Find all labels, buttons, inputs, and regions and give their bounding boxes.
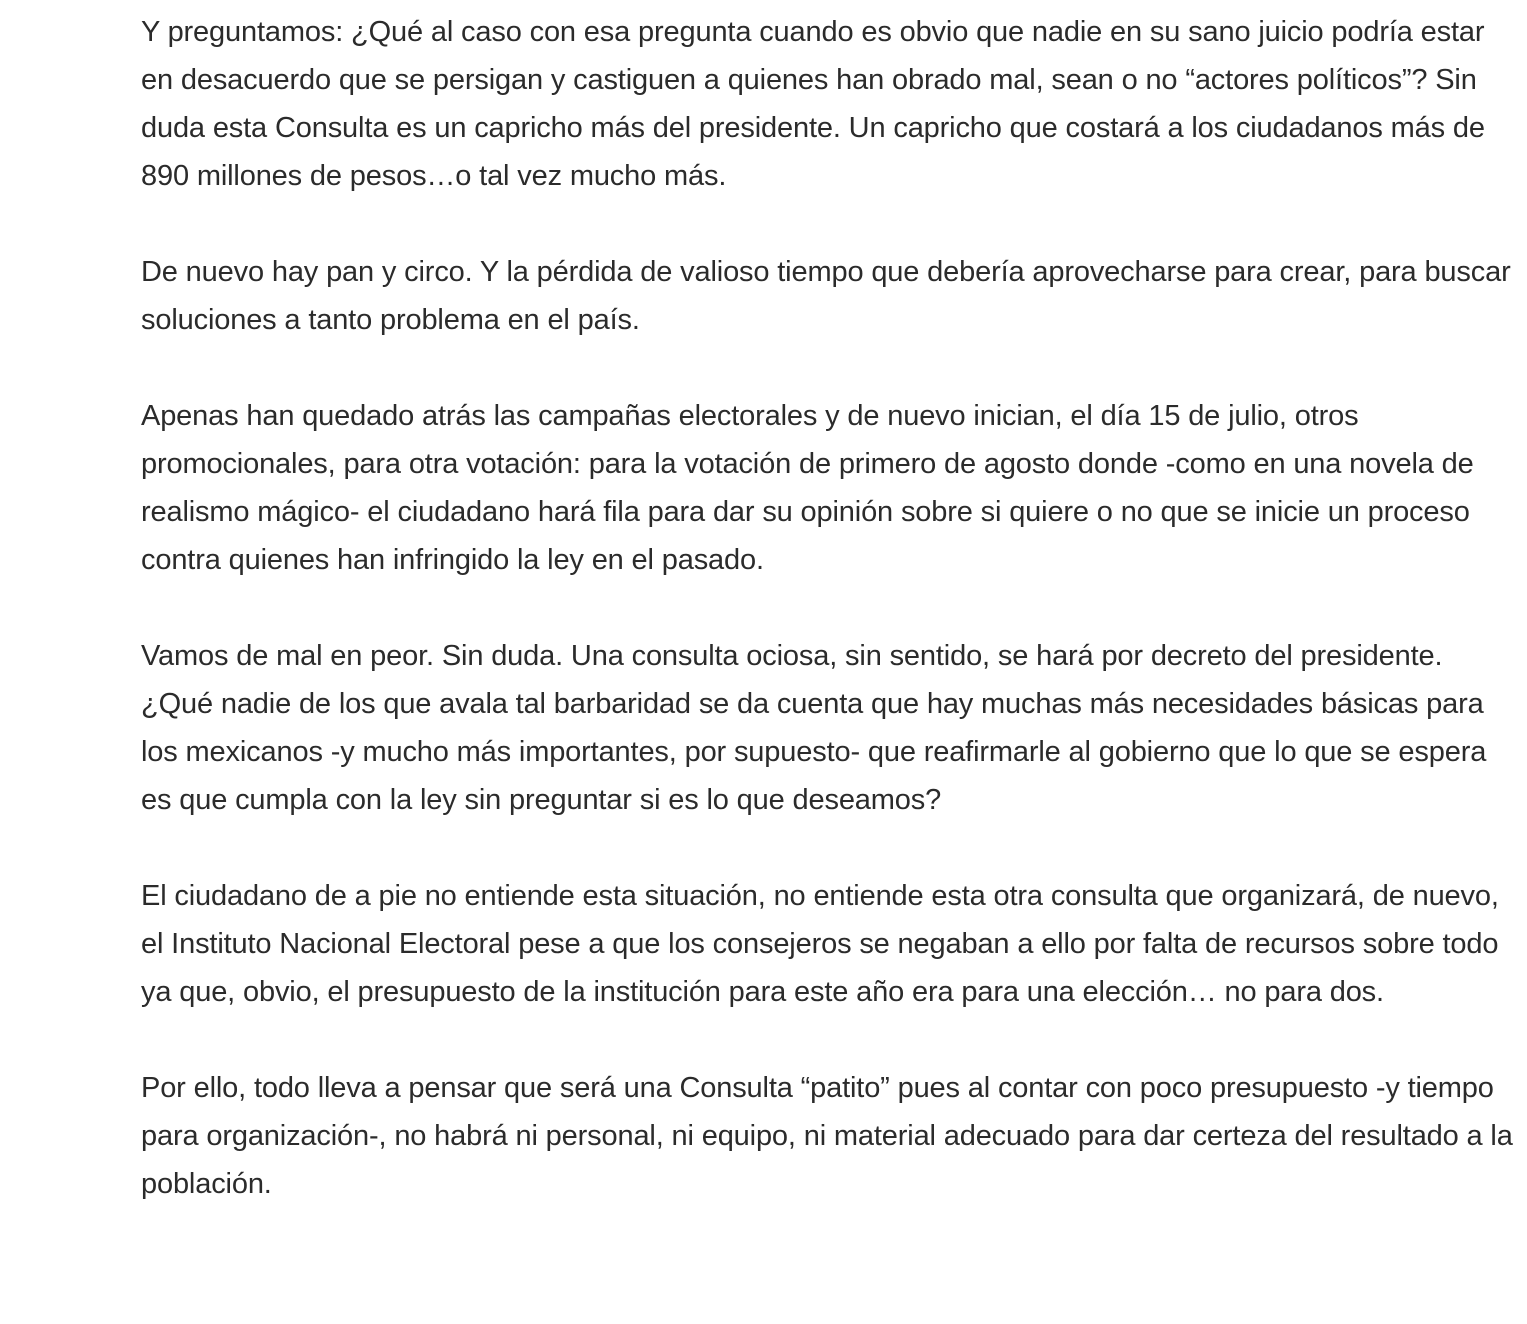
paragraph-5: El ciudadano de a pie no entiende esta situación, no entiende esta otra consulta que organizará, de nuevo, el Instituto Nacional Electoral pese a que los consejeros se negaban a ello por falta de recursos sobre todo ya que, obvio, el presupuesto de la institución para este año era para una elección… no para dos. bbox=[141, 880, 1499, 1008]
article-body bbox=[141, 8, 1519, 1208]
paragraph-4: Vamos de mal en peor. Sin duda. Una consulta ociosa, sin sentido, se hará por decreto del presidente. ¿Qué nadie de los que avala tal barbaridad se da cuenta que hay muchas más necesidades básicas para los mexicanos -y mucho más importantes, por supuesto- que reafirmarle al gobierno que lo que se espera es que cumpla con la ley sin preguntar si es lo que deseamos? bbox=[141, 640, 1487, 816]
paragraph-3: Apenas han quedado atrás las campañas electorales y de nuevo inician, el día 15 de julio, otros promocionales, para otra votación: para la votación de primero de agosto donde -como en una novela de realismo mágico- el ciudadano hará fila para dar su opinión sobre si quiere o no que se inicie un proceso contra quienes han infringido la ley en el pasado. bbox=[141, 400, 1474, 576]
paragraph-6: Por ello, todo lleva a pensar que será una Consulta “patito” pues al contar con poco presupuesto -y tiempo para organización-, no habrá ni personal, ni equipo, ni material adecuado para dar certeza del resultado a la población. bbox=[141, 1072, 1513, 1200]
paragraph-2: De nuevo hay pan y circo. Y la pérdida de valioso tiempo que debería aprovecharse para crear, para buscar soluciones a tanto problema en el país. bbox=[141, 256, 1511, 336]
paragraph-1: Y preguntamos: ¿Qué al caso con esa pregunta cuando es obvio que nadie en su sano juicio podría estar en desacuerdo que se persigan y castiguen a quienes han obrado mal, sean o no “actores políticos”? Sin duda esta Consulta es un capricho más del presidente. Un capricho que costará a los ciudadanos más de 890 millones de pesos…o tal vez mucho más. bbox=[141, 16, 1485, 192]
